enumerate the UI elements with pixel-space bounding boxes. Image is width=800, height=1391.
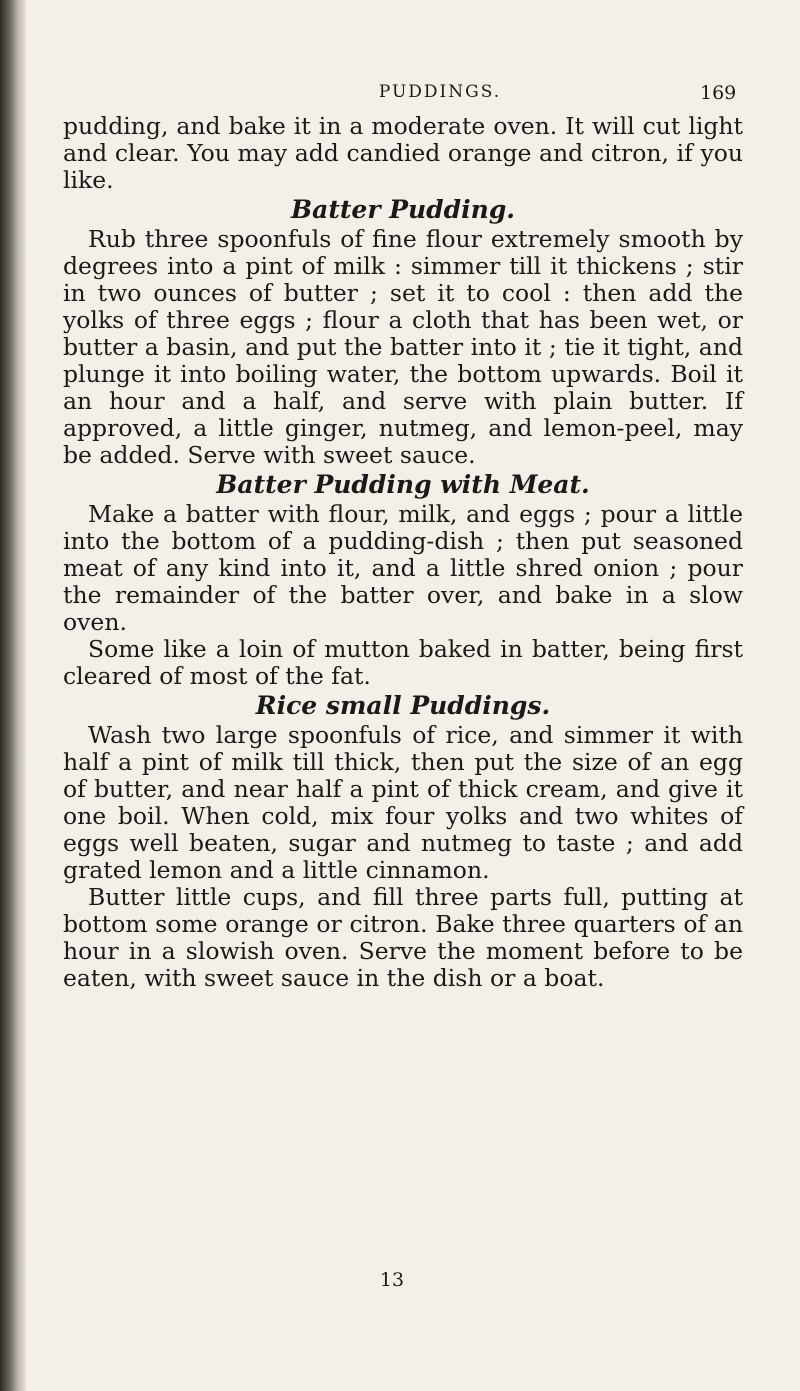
text-block — [63, 113, 743, 992]
paragraph-rice-1: Wash two large spoonfuls of rice, and simmer it with half a pint of milk till thick, then put the size of an egg of butter, and near half a pint of thick cream, and give it one boil. When cold, mix four yolks and two whites of eggs well beaten, sugar and nutmeg to taste ; and add grated lemon and a little cinnamon. — [63, 721, 743, 884]
heading-batter-pudding-meat: Batter Pudding with Meat. — [216, 470, 590, 499]
heading-batter-pudding: Batter Pudding. — [291, 195, 515, 224]
binding-edge — [0, 0, 26, 1391]
paragraph-rice-2: Butter little cups, and fill three parts full, putting at bottom some orange or citron. Bake three quarters of an hour in a slowish oven. Serve the moment before to be eaten, with sweet sauce in the dish or a boat. — [63, 883, 743, 992]
paragraph-batter-meat-2: Some like a loin of mutton baked in batter, being first cleared of most of the fat. — [63, 635, 743, 690]
signature-mark — [0, 1269, 800, 1291]
paragraph-batter-pudding: Rub three spoonfuls of fine flour extremely smooth by degrees into a pint of milk : simmer till it thickens ; stir in two ounces of butter ; set it to cool : then add the yolks of three eggs ; flour a cloth that has been wet, or butter a basin, and put the batter into it ; tie it tight, and plunge it into boiling water, the bottom upwards. Boil it an hour and a half, and serve with plain butter. If approved, a little ginger, nutmeg, and lemon-peel, may be added. Serve with sweet sauce. — [63, 225, 743, 469]
signature-mark-text: 13 — [379, 1269, 405, 1291]
paragraph-intro: pudding, and bake it in a moderate oven. It will cut light and clear. You may add candied orange and citron, if you like. — [63, 112, 743, 194]
heading-rice-small-puddings: Rice small Puddings. — [255, 691, 551, 720]
running-head: PUDDINGS. — [378, 82, 502, 102]
page-number: 169 — [700, 82, 737, 104]
paragraph-batter-meat-1: Make a batter with flour, milk, and eggs ; pour a little into the bottom of a pudding-dish ; then put seasoned meat of any kind into it, and a little shred onion ; pour the remainder of the batter over, and bake in a slow oven. — [63, 500, 743, 636]
page-header — [0, 82, 800, 112]
